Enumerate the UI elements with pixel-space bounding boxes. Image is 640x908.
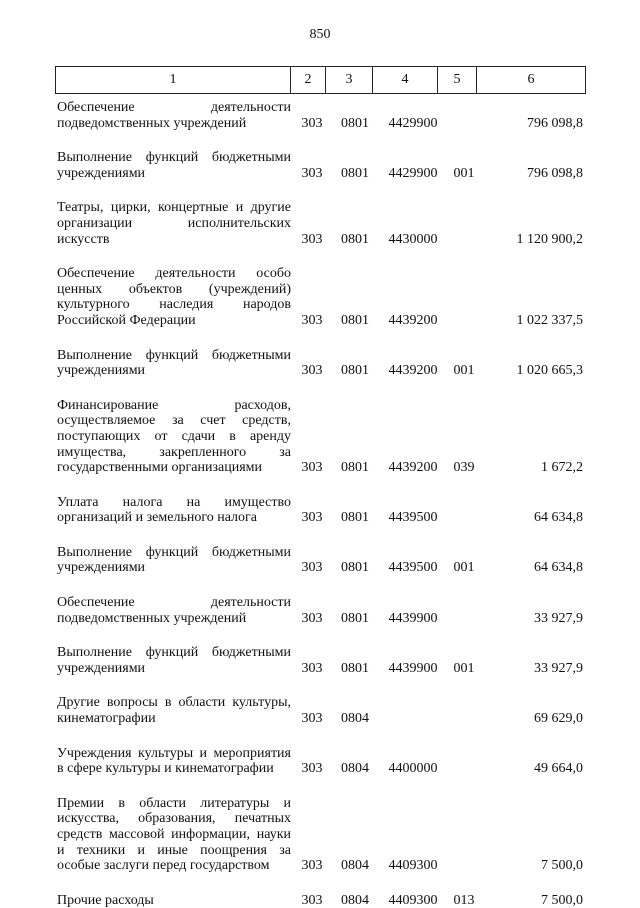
row-section-code: 0801 [341, 165, 369, 181]
row-description [57, 545, 291, 576]
row-section-code: 0801 [341, 231, 369, 247]
row-description-line: учреждениями [57, 165, 146, 181]
column-header-1: 1 [56, 67, 291, 94]
row-amount: 64 634,8 [534, 510, 583, 526]
row-target-article-code: 4430000 [388, 231, 438, 247]
row-amount: 1 672,2 [541, 460, 583, 476]
row-description [57, 495, 291, 526]
row-description-line: Выполнение функций бюджетными [57, 645, 291, 661]
row-amount: 796 098,8 [527, 115, 583, 131]
column-header-2: 2 [291, 67, 326, 94]
row-description-line: особые заслуги перед государством [57, 858, 270, 874]
row-description-line: Театры, цирки, концертные и другие [57, 200, 291, 216]
row-target-article-code: 4439200 [388, 312, 438, 328]
row-description-line: учреждениями [57, 363, 146, 379]
column-header-4: 4 [373, 67, 438, 94]
table-row [55, 398, 585, 476]
row-expense-type-code: 013 [453, 892, 475, 908]
row-description-line: государственными организациями [57, 460, 263, 476]
row-description-line: организации исполнительских [57, 215, 291, 231]
row-section-code: 0801 [341, 312, 369, 328]
table-row [55, 100, 585, 131]
row-ministry-code: 303 [301, 510, 323, 526]
row-description [57, 595, 291, 626]
table-row [55, 348, 585, 379]
row-ministry-code: 303 [301, 711, 323, 727]
table-row [55, 150, 585, 181]
row-section-code: 0801 [341, 115, 369, 131]
row-description [57, 398, 291, 476]
row-description [57, 100, 291, 131]
table-row [55, 200, 585, 247]
row-amount: 49 664,0 [534, 761, 583, 777]
row-ministry-code: 303 [301, 115, 323, 131]
row-target-article-code: 4439200 [388, 363, 438, 379]
row-description [57, 893, 291, 908]
row-expense-type-code: 001 [453, 165, 475, 181]
row-description [57, 695, 291, 726]
row-section-code: 0801 [341, 610, 369, 626]
row-section-code: 0804 [341, 761, 369, 777]
row-target-article-code: 4429900 [388, 165, 438, 181]
row-description-line: Финансирование расходов, [57, 397, 291, 413]
row-amount: 69 629,0 [534, 711, 583, 727]
row-description [57, 746, 291, 777]
row-description [57, 266, 291, 328]
row-section-code: 0801 [341, 460, 369, 476]
row-target-article-code: 4439500 [388, 560, 438, 576]
row-description-line: имущества, закрепленного за [57, 444, 291, 460]
column-header-6: 6 [477, 67, 586, 94]
row-description-line: искусств [57, 231, 110, 247]
row-ministry-code: 303 [301, 460, 323, 476]
table-row [55, 796, 585, 874]
row-section-code: 0804 [341, 892, 369, 908]
budget-table-body [55, 100, 585, 908]
row-amount: 33 927,9 [534, 660, 583, 676]
row-description [57, 796, 291, 874]
row-description-line: в сфере культуры и кинематографии [57, 761, 274, 777]
row-ministry-code: 303 [301, 858, 323, 874]
row-description-line: культурного наследия народов [57, 297, 291, 313]
table-row [55, 695, 585, 726]
row-description-line: Обеспечение деятельности [57, 595, 291, 611]
row-section-code: 0804 [341, 858, 369, 874]
row-ministry-code: 303 [301, 363, 323, 379]
row-description-line: Премии в области литературы и [57, 795, 291, 811]
row-ministry-code: 303 [301, 660, 323, 676]
row-ministry-code: 303 [301, 312, 323, 328]
row-target-article-code: 4439500 [388, 510, 438, 526]
row-description-line: организаций и земельного налога [57, 510, 257, 526]
row-target-article-code: 4409300 [388, 858, 438, 874]
row-ministry-code: 303 [301, 165, 323, 181]
row-description-line: подведомственных учреждений [57, 610, 247, 626]
table-row [55, 495, 585, 526]
row-description-line: и техники и иные поощрения за [57, 842, 291, 858]
row-description-line: Выполнение функций бюджетными [57, 150, 291, 166]
row-target-article-code: 4439900 [388, 610, 438, 626]
row-section-code: 0801 [341, 363, 369, 379]
row-section-code: 0804 [341, 711, 369, 727]
row-target-article-code: 4409300 [388, 892, 438, 908]
column-header-5: 5 [438, 67, 477, 94]
row-description-line: ценных объектов (учреждений) [57, 281, 291, 297]
row-section-code: 0801 [341, 660, 369, 676]
row-target-article-code: 4439900 [388, 660, 438, 676]
row-description [57, 348, 291, 379]
row-target-article-code: 4400000 [388, 761, 438, 777]
row-description [57, 150, 291, 181]
row-description-line: учреждениями [57, 560, 146, 576]
row-amount: 33 927,9 [534, 610, 583, 626]
row-ministry-code: 303 [301, 231, 323, 247]
row-ministry-code: 303 [301, 560, 323, 576]
row-amount: 1 120 900,2 [516, 231, 583, 247]
table-row [55, 266, 585, 328]
row-expense-type-code: 001 [453, 363, 475, 379]
row-amount: 796 098,8 [527, 165, 583, 181]
row-expense-type-code: 001 [453, 660, 475, 676]
row-target-article-code: 4439200 [388, 460, 438, 476]
row-description-line: Учреждения культуры и мероприятия [57, 745, 291, 761]
row-description-line: средств массовой информации, науки [57, 827, 291, 842]
row-ministry-code: 303 [301, 892, 323, 908]
row-amount: 64 634,8 [534, 560, 583, 576]
column-header-row [56, 67, 586, 94]
page-number: 850 [309, 27, 331, 42]
row-target-article-code: 4429900 [388, 115, 438, 131]
row-description-line: подведомственных учреждений [57, 115, 247, 131]
row-ministry-code: 303 [301, 761, 323, 777]
row-description-line: искусства, образования, печатных [57, 811, 291, 827]
row-section-code: 0801 [341, 510, 369, 526]
row-description-line: кинематографии [57, 711, 156, 727]
row-amount: 1 020 665,3 [516, 363, 583, 379]
table-row [55, 746, 585, 777]
table-row [55, 645, 585, 676]
row-description-line: поступающих от сдачи в аренду [57, 428, 291, 444]
row-description-line: Уплата налога на имущество [57, 494, 291, 510]
row-description-line: Обеспечение деятельности [57, 100, 291, 115]
row-description [57, 200, 291, 247]
table-row [55, 595, 585, 626]
row-description-line: Обеспечение деятельности особо [57, 266, 291, 282]
row-expense-type-code: 001 [453, 560, 475, 576]
row-description [57, 645, 291, 676]
table-row [55, 893, 585, 908]
row-description-line: осуществляемое за счет средств, [57, 413, 291, 429]
row-expense-type-code: 039 [453, 460, 475, 476]
row-section-code: 0801 [341, 560, 369, 576]
column-header-table [55, 66, 586, 94]
column-header-3: 3 [326, 67, 373, 94]
row-amount: 1 022 337,5 [516, 312, 583, 328]
row-description-line: Выполнение функций бюджетными [57, 544, 291, 560]
row-description-line: учреждениями [57, 660, 146, 676]
row-description-line: Выполнение функций бюджетными [57, 347, 291, 363]
row-amount: 7 500,0 [541, 892, 583, 908]
table-row [55, 545, 585, 576]
row-amount: 7 500,0 [541, 858, 583, 874]
row-description-line: Российской Федерации [57, 312, 196, 328]
row-ministry-code: 303 [301, 610, 323, 626]
row-description-line: Прочие расходы [57, 892, 154, 908]
row-description-line: Другие вопросы в области культуры, [57, 695, 291, 711]
